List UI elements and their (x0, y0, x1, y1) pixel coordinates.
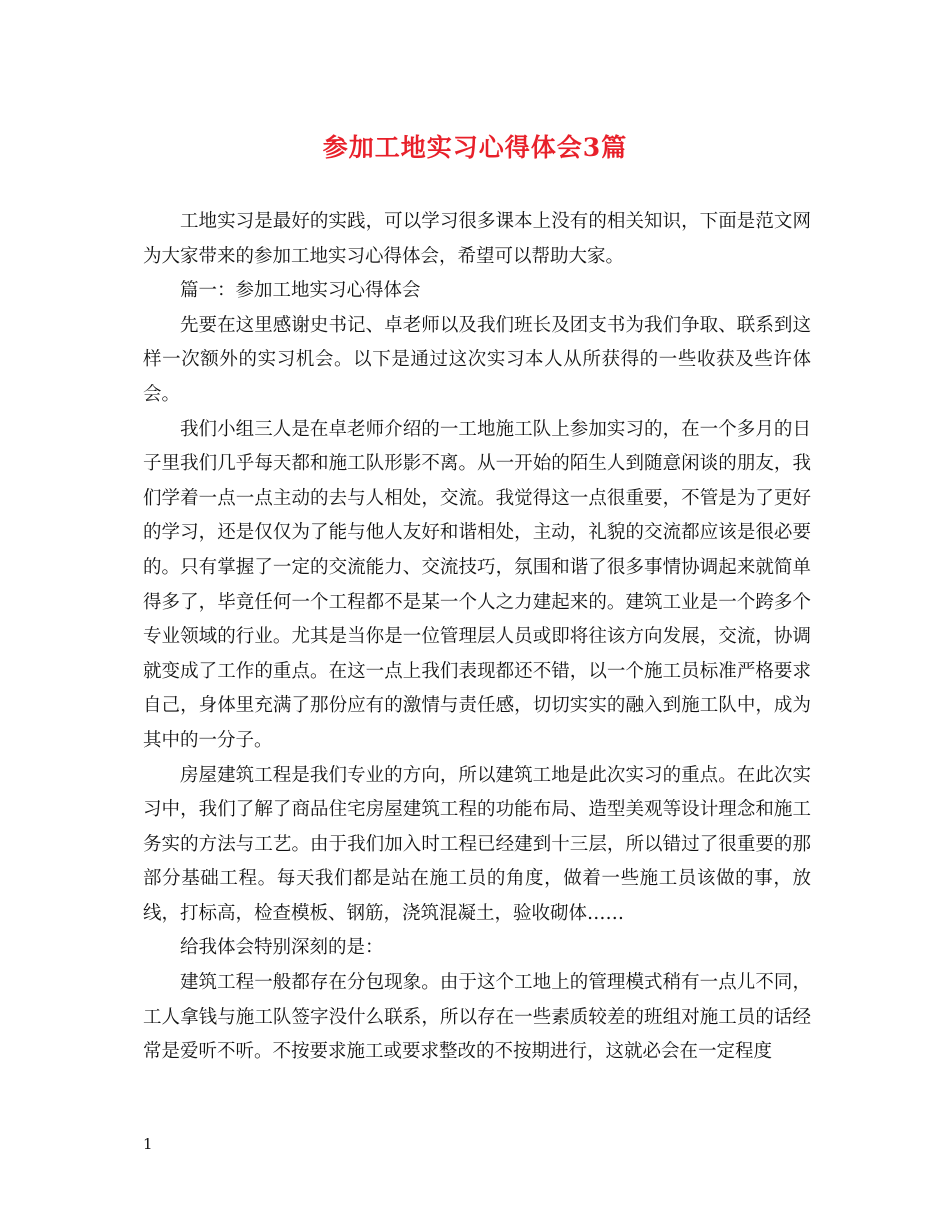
paragraph-impression-heading: 给我体会特别深刻的是： (180, 937, 384, 959)
paragraph-construction: 房屋建筑工程是我们专业的方向，所以建筑工地是此次实习的重点。在此次实习中，我们了解了商品住宅房屋建筑工程的功能布局、造型美观等设计理念和施工务实的方法与工艺。由于我们加入时工程已经建到十三层，所以错过了很重要的那部分基础工程。每天我们都是站在施工员的角度，做着一些施工员该做的事，放线，打标高，检查模板、钢筋，浇筑混凝土，验收砌体…… (143, 764, 811, 924)
paragraph-team: 我们小组三人是在卓老师介绍的一工地施工队上参加实习的，在一个多月的日子里我们几乎每天都和施工队形影不离。从一开始的陌生人到随意闲谈的朋友，我们学着一点一点主动的去与人相处，交流。我觉得这一点很重要，不管是为了更好的学习，还是仅仅为了能与他人友好和谐相处，主动，礼貌的交流都应该是很必要的。只有掌握了一定的交流能力、交流技巧，氛围和谐了很多事情协调起来就简单得多了，毕竟任何一个工程都不是某一个人之力建起来的。建筑工业是一个跨多个专业领域的行业。尤其是当你是一位管理层人员或即将往该方向发展，交流，协调就变成了工作的重点。在这一点上我们表现都还不错，以一个施工员标准严格要求自己，身体里充满了那份应有的激情与责任感，切切实实的融入到施工队中，成为其中的一分子。 (143, 418, 811, 751)
section-heading: 篇一：参加工地实习心得体会 (180, 280, 421, 302)
document-title: 参加工地实习心得体会3篇 (322, 133, 628, 162)
document-body (143, 205, 811, 1070)
paragraph-thanks: 先要在这里感谢史书记、卓老师以及我们班长及团支书为我们争取、联系到这样一次额外的实习机会。以下是通过这次实习本人从所获得的一些收获及些许体会。 (143, 314, 811, 405)
paragraph-intro: 工地实习是最好的实践，可以学习很多课本上没有的相关知识，下面是范文网为大家带来的参加工地实习心得体会，希望可以帮助大家。 (143, 211, 811, 267)
paragraph-subcontract: 建筑工程一般都存在分包现象。由于这个工地上的管理模式稍有一点儿不同，工人拿钱与施工队签字没什么联系，所以存在一些素质较差的班组对施工员的话经常是爱听不听。不按要求施工或要求整改的不按期进行，这就必会在一定程度 (143, 972, 811, 1063)
page-number: 1 (143, 1135, 153, 1153)
